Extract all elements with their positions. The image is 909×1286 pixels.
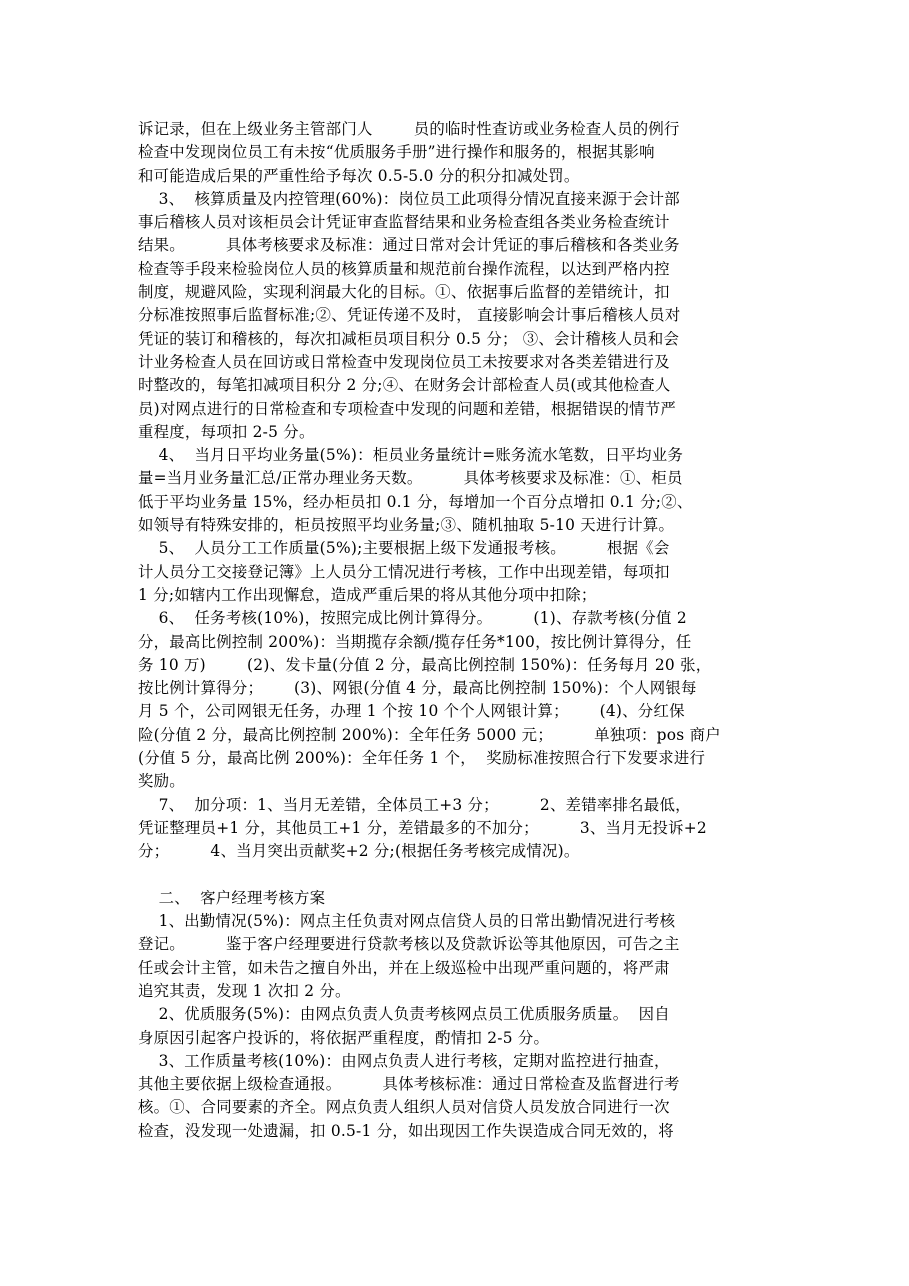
- text-line: 低于平均业务量 15%，经办柜员扣 0.1 分，每增加一个百分点增扣 0.1 分;②、: [138, 492, 693, 511]
- text-line: 5、 人员分工工作质量(5%);主要根据上级下发通报考核。 根据《会: [138, 539, 670, 558]
- text-line: 3、 核算质量及内控管理(60%)：岗位员工此项得分情况直接来源于会计部: [138, 189, 680, 208]
- text-line: 奖励。: [138, 772, 185, 791]
- text-line: 时整改的，每笔扣减项目积分 2 分;④、在财务会计部检查人员(或其他检查人: [138, 376, 671, 395]
- text-line: 1 分;如辖内工作出现懈怠，造成严重后果的将从其他分项中扣除；: [138, 585, 597, 604]
- document-body: [138, 118, 778, 1143]
- text-line: 2、优质服务(5%)：由网点负责人负责考核网点员工优质服务质量。 因自: [138, 1005, 670, 1024]
- text-line: 分，最高比例控制 200%)：当期揽存余额/揽存任务*100，按比例计算得分，任: [138, 632, 692, 651]
- text-line: 务 10 万) (2)、发卡量(分值 2 分，最高比例控制 150%)：任务每月 20 张，: [138, 655, 712, 674]
- text-line: 计业务检查人员在回访或日常检查中发现岗位员工未按要求对各类差错进行及: [138, 352, 670, 371]
- text-line: 6、 任务考核(10%)，按照完成比例计算得分。 (1)、存款考核(分值 2: [138, 609, 687, 628]
- text-line: 3、工作质量考核(10%)：由网点负责人进行考核，定期对监控进行抽查，: [138, 1051, 670, 1070]
- text-line: 登记。 鉴于客户经理要进行贷款考核以及贷款诉讼等其他原因，可告之主: [138, 935, 680, 954]
- text-line: 按比例计算得分； (3)、网银(分值 4 分，最高比例控制 150%)：个人网银每: [138, 679, 697, 698]
- text-line: 检查等手段来检验岗位人员的核算质量和规范前台操作流程，以达到严格内控: [138, 259, 670, 278]
- text-line: 险(分值 2 分，最高比例控制 200%)：全年任务 5000 元； 单独项：pos 商户: [138, 725, 721, 744]
- text-line: 诉记录，但在上级业务主管部门人 员的临时性查访或业务检查人员的例行: [138, 120, 680, 138]
- text-line: 身原因引起客户投诉的，将依据严重程度，酌情扣 2-5 分。: [138, 1028, 550, 1047]
- text-line: (分值 5 分，最高比例 200%)：全年任务 1 个， 奖励标准按照合行下发要求进行: [138, 749, 706, 768]
- text-line: 计人员分工交接登记簿》上人员分工情况进行考核，工作中出现差错，每项扣: [138, 562, 670, 581]
- text-line: 核。①、合同要素的齐全。网点负责人组织人员对信贷人员发放合同进行一次: [138, 1098, 670, 1117]
- text-line: 事后稽核人员对该柜员会计凭证审查监督结果和业务检查组各类业务检查统计: [138, 213, 670, 232]
- text-line: 结果。 具体考核要求及标准：通过日常对会计凭证的事后稽核和各类业务: [138, 236, 680, 255]
- paragraph-gap: [138, 864, 778, 887]
- text-line: 任或会计主管，如未告之擅自外出，并在上级巡检中出现严重问题的，将严肃: [138, 958, 670, 977]
- text-line: 凭证的装订和稽核的，每次扣减柜员项目积分 0.5 分； ③、会计稽核人员和会: [138, 329, 680, 348]
- text-line: 7、 加分项：1、当月无差错，全体员工+3 分； 2、差错率排名最低，: [138, 795, 691, 814]
- text-line: 1、出勤情况(5%)：网点主任负责对网点信贷人员的日常出勤情况进行考核: [138, 912, 676, 931]
- text-line: 员)对网点进行的日常检查和专项检查中发现的问题和差错，根据错误的情节严: [138, 399, 677, 418]
- text-line: 月 5 个，公司网银无任务，办理 1 个按 10 个个人网银计算； (4)、分红保: [138, 702, 685, 721]
- text-line: 凭证整理员+1 分，其他员工+1 分，差错最多的不加分； 3、当月无投诉+2: [138, 818, 707, 837]
- text-line: 检查中发现岗位员工有未按“优质服务手册”进行操作和服务的，根据其影响: [138, 143, 655, 162]
- text-line: 分； 4、当月突出贡献奖+2 分;(根据任务考核完成情况)。: [138, 842, 580, 861]
- text-line: 重程度，每项扣 2-5 分。: [138, 422, 315, 441]
- text-line: 量=当月业务量汇总/正常办理业务天数。 具体考核要求及标准：①、柜员: [138, 469, 683, 488]
- text-line: 追究其责，发现 1 次扣 2 分。: [138, 981, 351, 1000]
- text-line: 4、 当月日平均业务量(5%)：柜员业务量统计=账务流水笔数，日平均业务: [138, 446, 684, 465]
- section-heading: 二、 客户经理考核方案: [138, 888, 326, 907]
- text-line: 制度，规避风险，实现利润最大化的目标。①、依据事后监督的差错统计，扣: [138, 283, 670, 302]
- text-line: 检查，没发现一处遗漏，扣 0.5-1 分，如出现因工作失误造成合同无效的，将: [138, 1121, 674, 1140]
- text-line: 如领导有特殊安排的，柜员按照平均业务量;③、随机抽取 5-10 天进行计算。: [138, 516, 675, 535]
- text-line: 分标准按照事后监督标准;②、凭证传递不及时， 直接影响会计事后稽核人员对: [138, 306, 681, 325]
- text-line: 和可能造成后果的严重性给予每次 0.5-5.0 分的积分扣减处罚。: [138, 166, 580, 185]
- text-line: 其他主要依据上级检查通报。 具体考核标准：通过日常检查及监督进行考: [138, 1075, 680, 1094]
